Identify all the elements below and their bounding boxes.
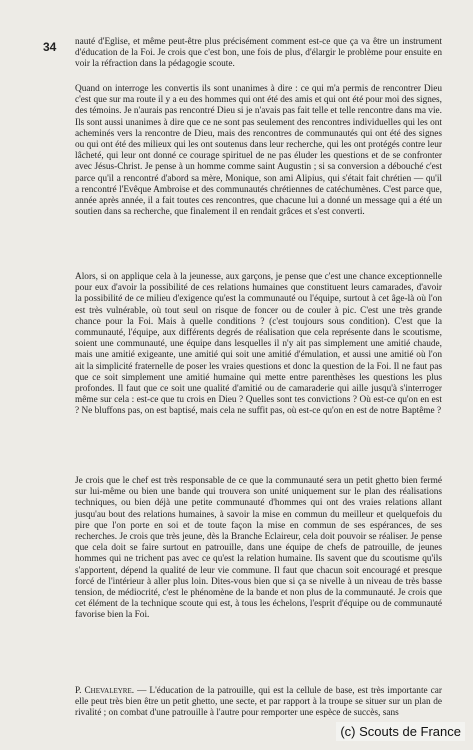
page-number: 34 [43,40,57,54]
copyright-watermark: (c) Scouts de France [336,722,465,741]
paragraph-1: nauté d'Eglise, et même peut-être plus précisément comment est-ce que ça va être un instrument d'éducation de la Foi. Je crois que c'est bon, une fois de plus, d'élargir le problème pour ensuite en voir la réfraction dans la pédagogie scoute. [75,37,442,70]
paragraph-3: Alors, si on applique cela à la jeunesse, aux garçons, je pense que c'est une chance exceptionnelle pour eux d'avoir la possibilité de ces relations humaines que constituent leurs camarades, d'avoir la possibilité de ce milieu d'exigence qu'est la communauté ou l'équipe, surtout à cet âge-là où l'on est très vulnérable, où tout seul on risque de foncer ou de couler à pic. C'est une très grande chance pour la Foi. Mais à quelle conditions ? (c'est toujours sous condition). C'est que la communauté, l'équipe, aux différents degrés de réalisation que cela représente dans le scoutisme, soient une communauté, une équipe dans lesquelles il n'y ait pas simplement une amitié chaude, mais une amitié exigeante, une amitié qui soit une amitié d'émulation, et aussi une amitié où l'on ait la simplicité fraternelle de poser les vraies questions et donc la question de la Foi. Il ne faut pas que ce soit simplement une amitié humaine qui mette entre parenthèses les questions les plus profondes. Il faut que ce soit une qualité d'amitié ou de camaraderie qui aille jusqu'à s'interroger même sur cela : est-ce que tu crois en Dieu ? Quelles sont tes convictions ? Où est-ce qu'on en est ? Ne bluffons pas, on est baptisé, mais cela ne suffit pas, où est-ce qu'on en est de notre Baptême ? [75,272,442,417]
paragraph-2: Quand on interroge les convertis ils sont unanimes à dire : ce qui m'a permis de rencontrer Dieu c'est que sur ma route il y a eu des hommes qui ont été des amis et qui ont été pour moi des signes, des témoins. Je n'aurais pas rencontré Dieu si je n'avais pas fait telle et telle rencontre dans ma vie. Ils sont aussi unanimes à dire que ce ne sont pas seulement des rencontres individuelles qui les ont acheminés vers la rencontre de Dieu, mais des rencontres de communautés qui ont été des signes ou qui ont été des milieux qui les ont soutenus dans leur recherche, qui les ont protégés contre leur lâcheté, qui leur ont donné ce courage spirituel de ne pas éluder les questions et de se confronter avec Jésus-Christ. Je pense à un homme comme saint Augustin ; si sa conversion a débouché c'est parce qu'il a rencontré d'abord sa mère, Monique, son ami Alipius, qui s'était fait chrétien — qu'il a rencontré l'Evêque Ambroise et des communautés chrétiennes de catéchumènes. C'est parce que, année après année, il a fait toutes ces rencontres, que chacune lui a donné un message qui a été un soutien dans sa recherche, que finalement il en rendait grâces et s'est converti. [75,84,442,218]
paragraph-5 [75,686,442,720]
paragraph-5-text: — L'éducation de la patrouille, qui est la cellule de base, est très importante car elle peut très bien être un petit ghetto, une secte, et par rapport à la troupe se situer sur un plan de rivalité ; on combat d'une patrouille à l'autre pour remporter une espèce de succès, sans [75,686,443,719]
speaker-name: P. Chevaleyre. [75,686,135,696]
paragraph-4: Je crois que le chef est très responsable de ce que la communauté sera un petit ghetto bien fermé sur lui-même ou bien une bande qui trouvera son unité uniquement sur le plan des réalisations techniques, ou bien déjà une petite communauté d'hommes qui ont des vraies relations allant jusqu'au bout des relations humaines, à savoir la mise en commun du meilleur et quelquefois du pire que l'on porte en soi et de toute façon la mise en commun de ses espérances, de ses recherches. Je crois que très jeune, dès la Branche Eclaireur, cela doit pouvoir se réaliser. Je pense que cela doit se faire surtout en patrouille, dans une équipe de chefs de patrouille, de jeunes hommes qui ne trichent pas avec ce qu'est la relation humaine. Ils savent que du scoutisme qu'ils s'apportent, dépend la qualité de leur vie commune. Il faut que chacun soit encouragé et presque forcé de l'intérieur à aller plus loin. Dites-vous bien que si ça se nivelle à un niveau de très basse tension, de médiocrité, c'est le phénomène de la bande et non plus de la communauté. Je crois que cet élément de la technique scoute qui est, à tous les échelons, l'esprit d'équipe ou de communauté favorise bien la Foi. [75,476,442,621]
